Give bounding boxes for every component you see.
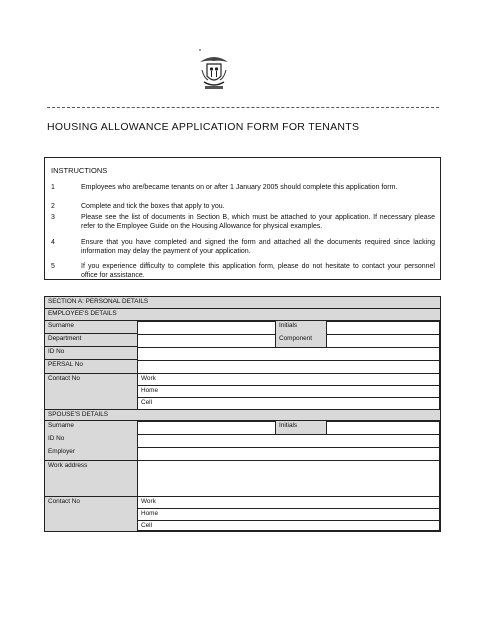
spouse-id-no-field[interactable] xyxy=(137,434,440,448)
spouse-details-heading: SPOUSE'S DETAILS xyxy=(45,409,440,421)
spouse-surname-label: Surname xyxy=(45,421,137,434)
instruction-text: Ensure that you have completed and signed the form and attached all the documents required since lacking information may delay the payment of your application. xyxy=(81,239,435,255)
spouse-work-address-field[interactable] xyxy=(137,460,440,497)
spouse-contact-no-label: Contact No xyxy=(45,496,137,531)
instruction-text: Employees who are/became tenants on or after 1 January 2005 should complete this application form. xyxy=(81,184,398,191)
instruction-number: 1 xyxy=(51,184,55,191)
persal-no-field[interactable] xyxy=(137,360,440,374)
component-label: Component xyxy=(276,334,326,347)
spouse-employer-label: Employer xyxy=(45,447,137,460)
initials-field[interactable] xyxy=(326,321,440,335)
section-a xyxy=(44,296,441,532)
instructions-heading: INSTRUCTIONS xyxy=(51,166,108,175)
spouse-initials-field[interactable] xyxy=(326,421,440,435)
spouse-home-phone-field[interactable]: Home xyxy=(137,508,440,521)
cell-phone-field[interactable]: Cell xyxy=(137,397,440,410)
spouse-employer-field[interactable] xyxy=(137,447,440,461)
contact-no-label: Contact No xyxy=(45,373,137,409)
section-title: SECTION A: PERSONAL DETAILS xyxy=(45,297,440,309)
instruction-number: 3 xyxy=(51,214,55,221)
form-title: HOUSING ALLOWANCE APPLICATION FORM FOR TENANTS xyxy=(47,121,360,133)
coat-of-arms-icon xyxy=(196,48,232,92)
divider xyxy=(47,107,439,108)
spouse-work-address-label: Work address xyxy=(45,460,137,496)
surname-field[interactable] xyxy=(137,321,276,335)
initials-label: Initials xyxy=(276,321,326,334)
id-no-field[interactable] xyxy=(137,347,440,361)
employee-details-heading: EMPLOYEE'S DETAILS xyxy=(45,309,440,321)
department-label: Department xyxy=(45,334,137,347)
surname-label: Surname xyxy=(45,321,137,334)
instructions-box xyxy=(44,157,441,280)
id-no-label: ID No xyxy=(45,347,137,360)
component-field[interactable] xyxy=(326,334,440,348)
instruction-number: 2 xyxy=(51,203,55,210)
persal-no-label: PERSAL No xyxy=(45,360,137,373)
spouse-cell-phone-field[interactable]: Cell xyxy=(137,520,440,531)
instruction-text: Complete and tick the boxes that apply to you. xyxy=(81,203,225,210)
department-field[interactable] xyxy=(137,334,276,348)
spouse-initials-label: Initials xyxy=(276,421,326,434)
instruction-text: If you experience difficulty to complete this application form, please do not hesitate to contact your personnel office for assistance. xyxy=(81,263,435,279)
spouse-surname-field[interactable] xyxy=(137,421,276,435)
spouse-id-no-label: ID No xyxy=(45,434,137,447)
instruction-number: 5 xyxy=(51,263,55,270)
instruction-text: Please see the list of documents in Section B, which must be attached to your application. If necessary please refer to the Employee Guide on the Housing Allowance for physical examples. xyxy=(81,214,435,230)
home-phone-field[interactable]: Home xyxy=(137,385,440,398)
work-phone-field[interactable]: Work xyxy=(137,373,440,386)
instruction-number: 4 xyxy=(51,239,55,246)
spouse-work-phone-field[interactable]: Work xyxy=(137,496,440,509)
